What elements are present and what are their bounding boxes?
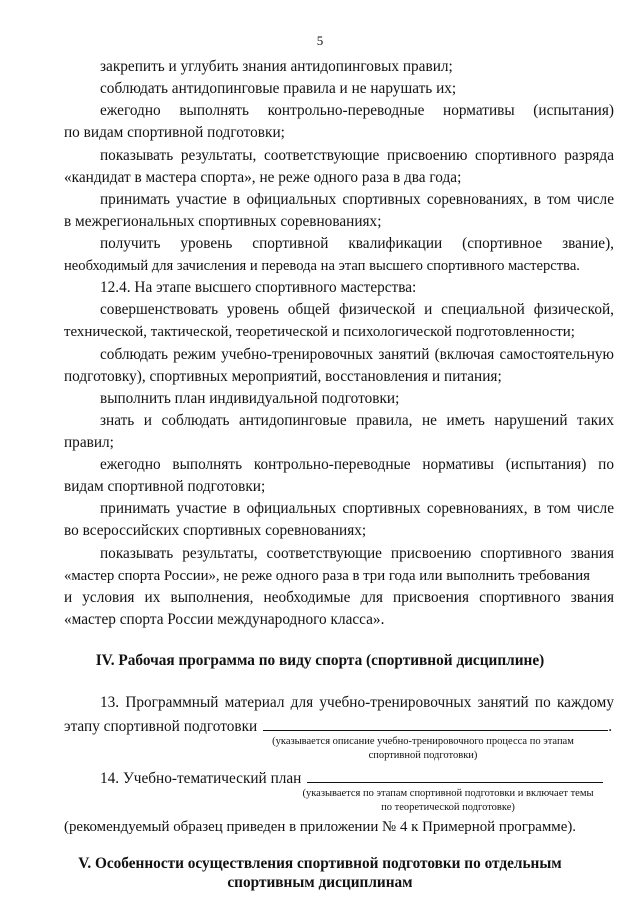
item-14-note: по теоретической подготовке) bbox=[381, 802, 515, 813]
item-13-line bbox=[64, 716, 612, 736]
text-line: знать и соблюдать антидопинговые правила, не иметь нарушений таких bbox=[100, 412, 614, 429]
text-line: соблюдать антидопинговые правила и не нарушать их; bbox=[100, 80, 457, 97]
text-line: технической, тактической, теоретической и психологической подготовленности; bbox=[64, 324, 575, 340]
text-line: «мастер спорта России», не реже одного раза в три года или выполнить требования bbox=[64, 568, 590, 584]
text-line: по видам спортивной подготовки; bbox=[64, 124, 285, 141]
item-14-after: (рекомендуемый образец приведен в приложении № 4 к Примерной программе). bbox=[64, 819, 577, 835]
section-iv-heading: IV. Рабочая программа по виду спорта (спортивной дисциплине) bbox=[95, 652, 545, 669]
item-13-note: (указывается описание учебно-тренировочного процесса по этапам bbox=[272, 736, 574, 747]
text-line: получить уровень спортивной квалификации (спортивное звание), bbox=[100, 235, 614, 252]
item-13-blank-field bbox=[263, 716, 608, 731]
text-line: «мастер спорта России международного класса». bbox=[64, 611, 385, 628]
item-14-line bbox=[100, 768, 603, 788]
text-line: соблюдать режим учебно-тренировочных занятий (включая самостоятельную bbox=[100, 346, 614, 363]
text-line: показывать результаты, соответствующие присвоению спортивного разряда bbox=[100, 147, 614, 164]
item-14-blank-field bbox=[307, 768, 603, 783]
item-13-line: 13. Программный материал для учебно-тренировочных занятий по каждому bbox=[100, 694, 614, 711]
text-line: необходимый для зачисления и перевода на этап высшего спортивного мастерства. bbox=[64, 258, 580, 274]
item-13-end: . bbox=[608, 718, 613, 735]
text-line: видам спортивной подготовки; bbox=[64, 478, 266, 495]
text-line: совершенствовать уровень общей физической и специальной физической, bbox=[100, 301, 614, 318]
item-14-note: (указывается по этапам спортивной подготовки и включает темы bbox=[302, 788, 594, 799]
text-line: во всероссийских спортивных соревнованиях; bbox=[64, 522, 367, 539]
item-13-note: спортивной подготовки) bbox=[368, 750, 478, 761]
item-14-label: 14. Учебно-тематический план bbox=[100, 770, 302, 787]
text-line: ежегодно выполнять контрольно-переводные нормативы (испытания) bbox=[100, 102, 614, 119]
text-line: показывать результаты, соответствующие присвоению спортивного звания bbox=[100, 545, 614, 562]
text-line: закрепить и углубить знания антидопинговых правил; bbox=[100, 58, 453, 75]
section-v-heading: спортивным дисциплинам bbox=[227, 874, 413, 891]
text-line: ежегодно выполнять контрольно-переводные нормативы (испытания) по bbox=[100, 456, 614, 473]
text-line: «кандидат в мастера спорта», не реже одного раза в два года; bbox=[64, 169, 462, 186]
text-line: и условия их выполнения, необходимые для присвоения спортивного звания bbox=[64, 589, 614, 606]
text-line: принимать участие в официальных спортивных соревнованиях, в том числе bbox=[100, 500, 614, 517]
text-line: выполнить план индивидуальной подготовки; bbox=[100, 390, 400, 407]
section-12-4-title: 12.4. На этапе высшего спортивного мастерства: bbox=[100, 279, 417, 296]
text-line: правил; bbox=[64, 434, 114, 451]
text-line: принимать участие в официальных спортивных соревнованиях, в том числе bbox=[100, 191, 614, 208]
text-line: подготовку), спортивных мероприятий, восстановления и питания; bbox=[64, 368, 502, 385]
item-13-text: этапу спортивной подготовки bbox=[64, 718, 258, 735]
text-line: в межрегиональных спортивных соревнованиях; bbox=[64, 213, 382, 230]
section-v-heading: V. Особенности осуществления спортивной подготовки по отдельным bbox=[78, 855, 562, 872]
page-number: 5 bbox=[316, 33, 324, 48]
